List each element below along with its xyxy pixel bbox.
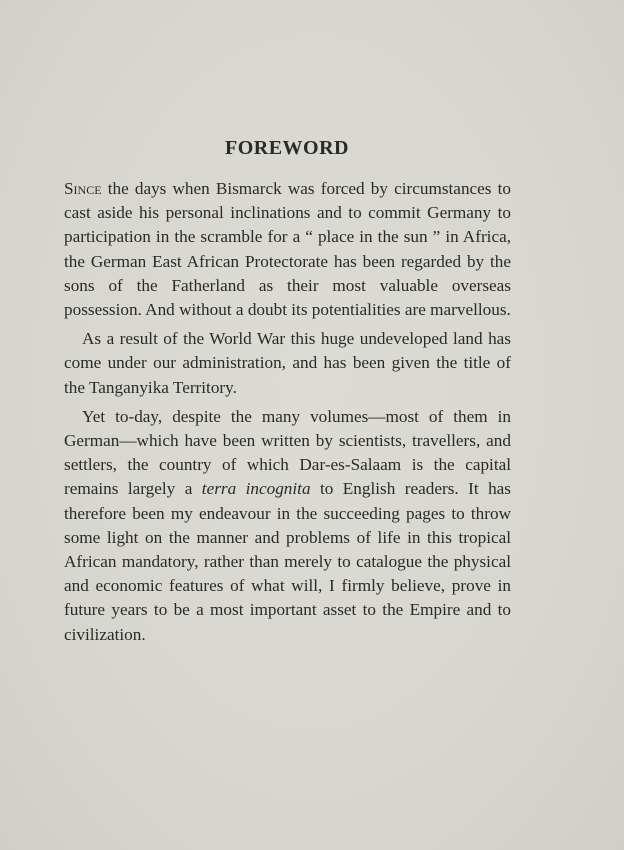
paragraph-1 xyxy=(64,177,511,322)
paragraph-2: As a result of the World War this huge undeveloped land has come under our administration, and has been given the title of the Tanganyika Territory. xyxy=(64,329,511,397)
paragraph-3-after: to English readers. It has therefore been my endeavour in the succeeding pages to throw some light on the manner and problems of life in this tropical African mandatory, rather than merely to catalogue the physical and economic features of what will, I firmly believe, prove in future years to be a most important asset to the Empire and to civilization. xyxy=(64,479,511,644)
paragraph-1-lead: Since xyxy=(64,179,102,198)
paragraph-3 xyxy=(64,405,511,647)
page-title: FOREWORD xyxy=(225,137,349,159)
paragraph-1-text: the days when Bismarck was forced by circumstances to cast aside his personal inclinations and to commit Germany to participation in the scramble for a “ place in the sun ” in Africa, the German East African Protectorate has been regarded by the sons of the Fatherland as their most valuable overseas possession. And without a doubt its potentialities are marvellous. xyxy=(64,179,511,320)
paragraph-3-before: Yet to-day, despite the many volumes—most of them in German—which have been written by scientists, travellers, and settlers, the country of which Dar-es-Salaam is the capital remains largely a xyxy=(64,406,511,499)
paragraph-3-italic: terra incognita xyxy=(201,479,311,499)
foreword-body xyxy=(64,177,511,652)
